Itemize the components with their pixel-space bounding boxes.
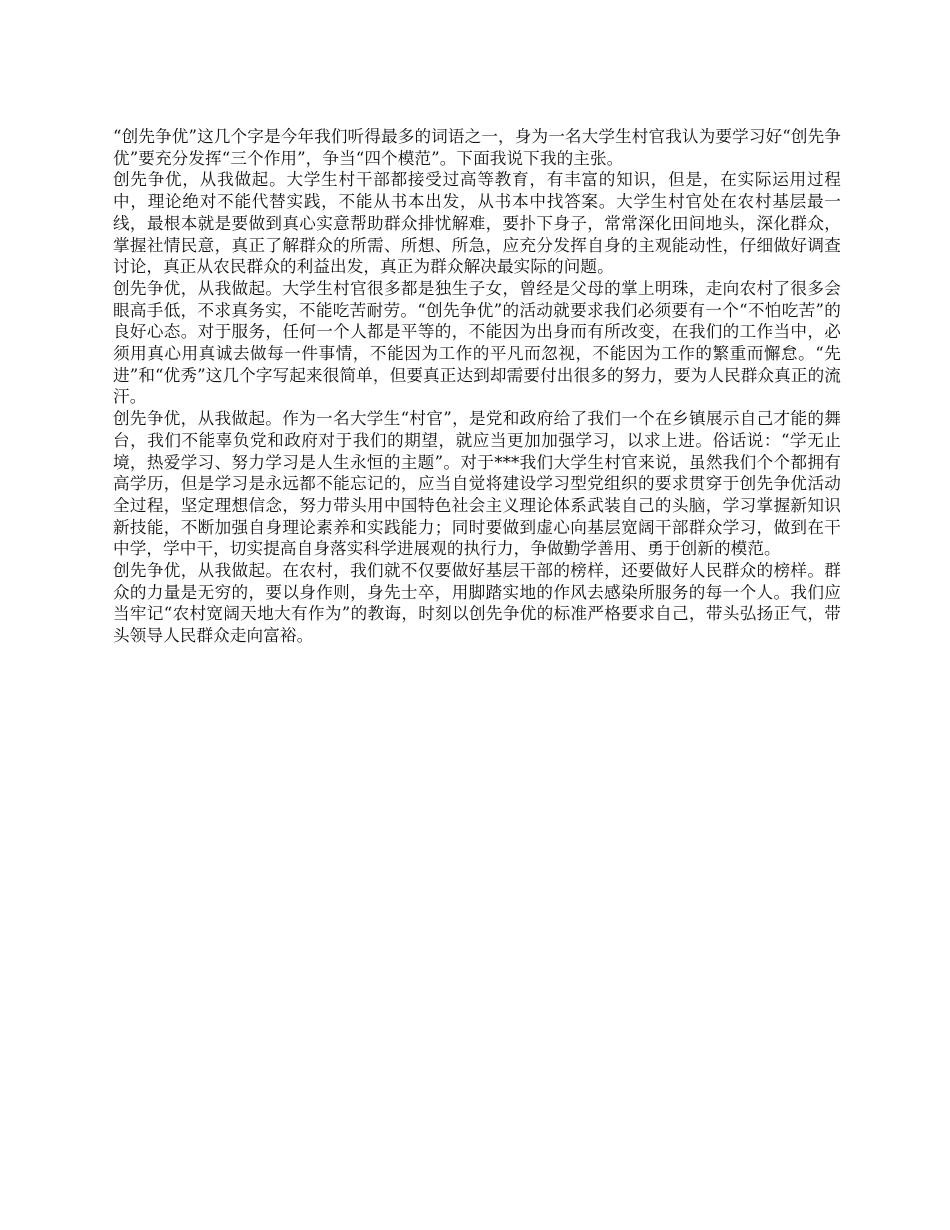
paragraph-example: 创先争优，从我做起。在农村，我们就不仅要做好基层干部的榜样，还要做好人民群众的榜样。群众的力量是无穷的，要以身作则，身先士卒，用脚踏实地的作风去感染所服务的每一个人。我们应当牢记“农村宽阔天地大有作为”的教诲，时刻以创先争优的标准严格要求自己，带头弘扬正气，带头领导人民群众走向富裕。	[113, 561, 841, 646]
paragraph-intro: “创先争优”这几个字是今年我们听得最多的词语之一，身为一名大学生村官我认为要学习好“创先争优”要充分发挥“三个作用”，争当“四个模范”。下面我说下我的主张。	[113, 127, 841, 168]
paragraph-hardship: 创先争优，从我做起。大学生村官很多都是独生子女，曾经是父母的掌上明珠，走向农村了很多会眼高手低，不求真务实，不能吃苦耐劳。“创先争优”的活动就要求我们必须要有一个“不怕吃苦”的良好心态。对于服务，任何一个人都是平等的，不能因为出身而有所改变，在我们的工作当中，必须用真心用真诚去做每一件事情，不能因为工作的平凡而忽视，不能因为工作的繁重而懈怠。“先进”和“优秀”这几个字写起来很简单，但要真正达到却需要付出很多的努力，要为人民群众真正的流汗。	[113, 278, 841, 407]
document-body	[113, 126, 841, 647]
paragraph-practice: 创先争优，从我做起。大学生村干部都接受过高等教育，有丰富的知识，但是，在实际运用过程中，理论绝对不能代替实践，不能从书本出发，从书本中找答案。大学生村官处在农村基层最一线，最根本就是要做到真心实意帮助群众排忧解难，要扑下身子，常常深化田间地头，深化群众，掌握社情民意，真正了解群众的所需、所想、所急，应充分发挥自身的主观能动性，仔细做好调查讨论，真正从农民群众的利益出发，真正为群众解决最实际的问题。	[113, 170, 841, 277]
paragraph-learning: 创先争优，从我做起。作为一名大学生“村官”，是党和政府给了我们一个在乡镇展示自己才能的舞台，我们不能辜负党和政府对于我们的期望，就应当更加加强学习，以求上进。俗话说：“学无止境，热爱学习、努力学习是人生永恒的主题”。对于***我们大学生村官来说，虽然我们个个都拥有高学历，但是学习是永远都不能忘记的，应当自觉将建设学习型党组织的要求贯穿于创先争优活动全过程，坚定理想信念，努力带头用中国特色社会主义理论体系武装自己的头脑，学习掌握新知识新技能，不断加强自身理论素养和实践能力；同时要做到虚心向基层宽阔干部群众学习，做到在干中学，学中干，切实提高自身落实科学进展观的执行力，争做勤学善用、勇于创新的模范。	[113, 409, 841, 559]
